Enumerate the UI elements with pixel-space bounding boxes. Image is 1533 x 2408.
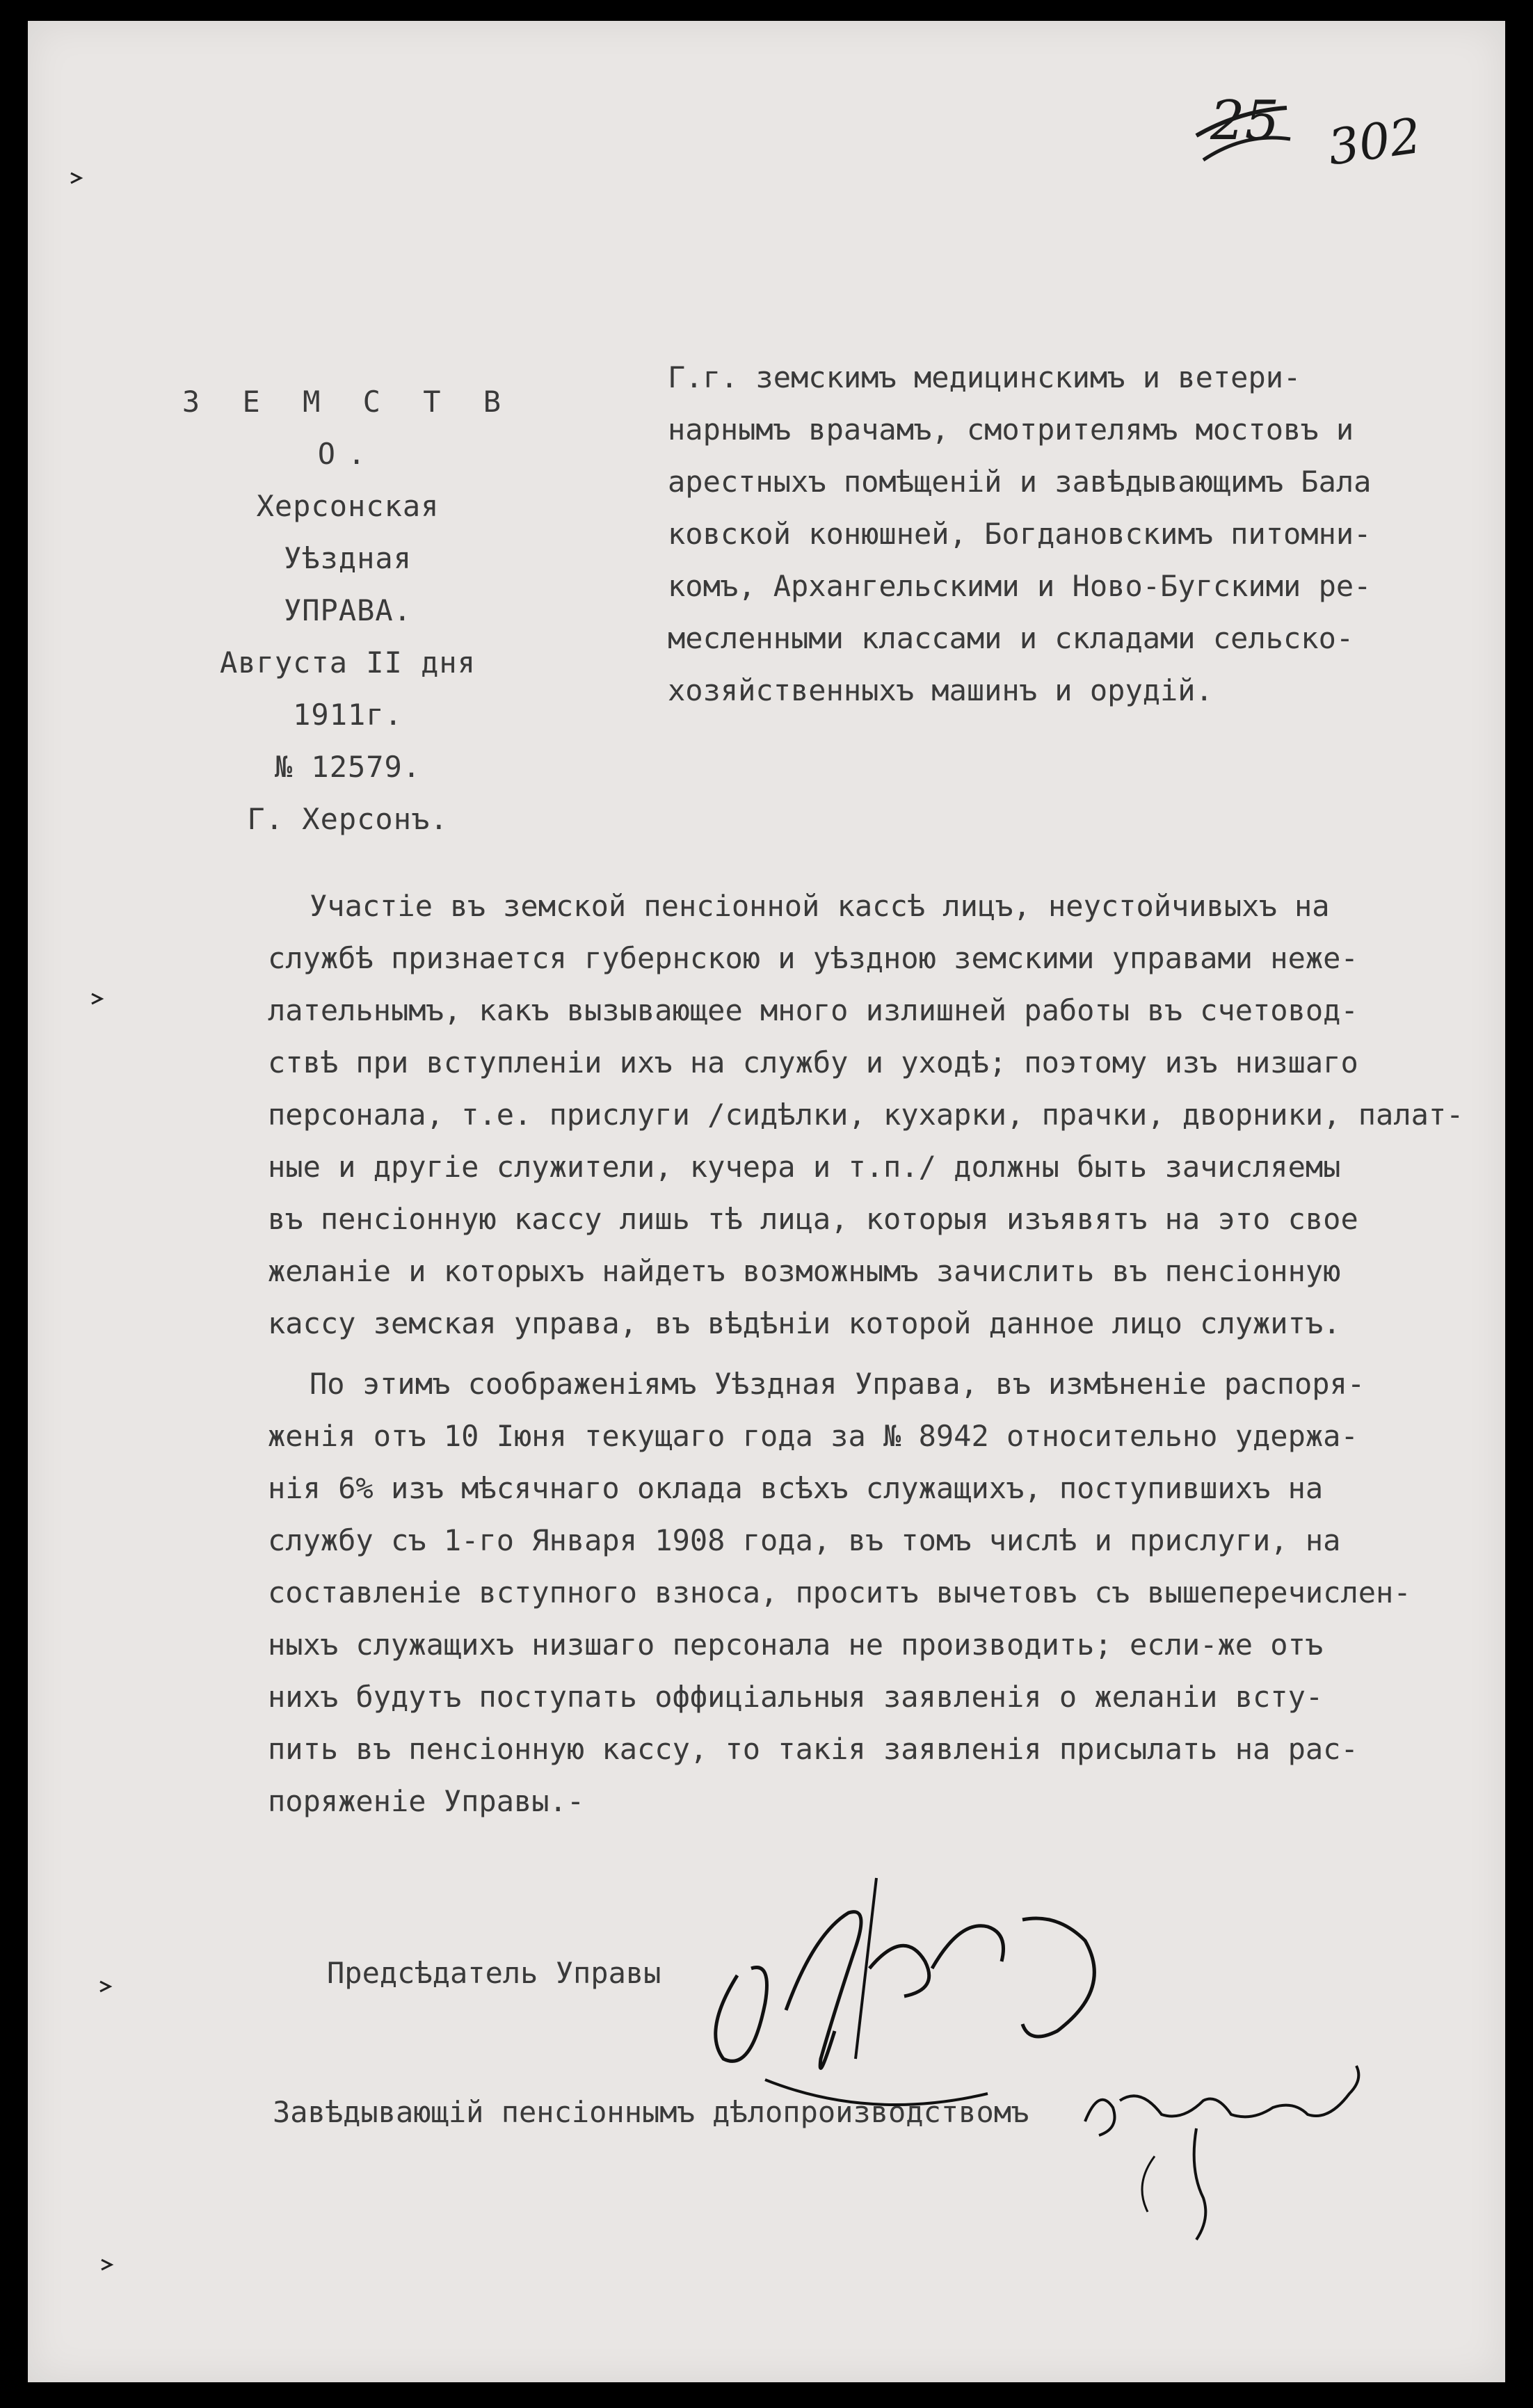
body-line: ствѣ при вступленіи ихъ на службу и уходѣ; поэтому изъ низшаго [268,1045,1358,1079]
body-line: нихъ будутъ поступать оффиціальныя заявленія о желаніи всту- [268,1680,1324,1714]
header-uezdnaya: Уѣздная [283,541,412,575]
chairman-signature [696,1850,1127,2142]
body-line: поряженіе Управы.- [268,1784,585,1818]
body-line: Участіе въ земской пенсіонной кассѣ лицъ, неустойчивыхъ на [310,889,1330,923]
header-date: Августа II дня 1911г. [219,645,476,732]
body-line: въ пенсіонную кассу лишь тѣ лица, которыя изъявятъ на это свое [268,1202,1358,1236]
body-line: лательнымъ, какъ вызывающее много излишней работы въ счетовод- [268,993,1358,1027]
body-line: нія 6% изъ мѣсячнаго оклада всѣхъ служащихъ, поступившихъ на [268,1471,1324,1505]
header-city: Г. Херсонъ. [247,802,449,836]
letter-body [268,880,1464,1827]
header-kherson: Херсонская [256,489,440,523]
addressee-line: хозяйственныхъ машинъ и орудій. [668,673,1213,707]
paragraph-2 [268,1358,1422,1827]
pension-chief-label: Завѣдывающій пенсіоннымъ дѣлопроизводствомъ [273,2095,1029,2129]
folio-number: 302 [1324,106,1424,177]
addressee-block [668,351,1405,716]
body-line: женія отъ 10 Іюня текущаго года за № 8942 относительно удержа- [268,1419,1358,1453]
body-line: ныхъ служащихъ низшаго персонала не производить; если-же отъ [268,1628,1324,1662]
body-line: составленіе вступного взноса, проситъ вычетовъ съ вышеперечислен- [268,1575,1411,1610]
addressee-line: нарнымъ врачамъ, смотрителямъ мостовъ и [668,412,1354,447]
body-line: персонала, т.е. прислуги /сидѣлки, кухарки, прачки, дворники, палат- [268,1098,1464,1132]
addressee-line: комъ, Архангельскими и Ново-Бугскими ре- [668,569,1372,603]
paragraph-1 [268,880,1464,1349]
body-line: службѣ признается губернскою и уѣздною земскими управами неже- [268,941,1358,975]
addressee-line: Г.г. земскимъ медицинскимъ и ветери- [668,360,1301,394]
body-line: ные и другіе служители, кучера и т.п./ должны быть зачисляемы [268,1150,1341,1184]
crossed-number: 25 [1210,90,1280,152]
body-line: пить въ пенсіонную кассу, то такія заявленія присылать на рас- [268,1732,1358,1766]
chairman-label: Предсѣдатель Управы [327,1956,661,1990]
chief-signature [1071,2059,1391,2261]
header-uprava: УПРАВА. [283,593,412,627]
body-line: службу съ 1-го Января 1908 года, въ томъ числѣ и прислуги, на [268,1523,1341,1557]
binding-mark-icon [97,1979,113,1994]
binding-mark-icon [89,991,104,1006]
header-zemstvo: З Е М С Т В О. [182,385,514,471]
body-line: желаніе и которыхъ найдетъ возможнымъ зачислить въ пенсіонную [268,1254,1341,1288]
archive-folio-marks [1182,70,1495,209]
sender-header [160,376,536,845]
binding-mark-icon [68,170,83,186]
addressee-line: ковской конюшней, Богдановскимъ питомни- [668,517,1372,551]
header-number: № 12579. [274,750,422,784]
body-line: По этимъ соображеніямъ Уѣздная Управа, въ измѣненіе распоря- [310,1367,1365,1401]
addressee-line: месленными классами и складами сельско- [668,621,1354,655]
body-line: кассу земская управа, въ вѣдѣніи которой данное лицо служитъ. [268,1306,1341,1340]
addressee-line: арестныхъ помѣщеній и завѣдывающимъ Бала [668,465,1372,499]
binding-mark-icon [99,2257,114,2272]
